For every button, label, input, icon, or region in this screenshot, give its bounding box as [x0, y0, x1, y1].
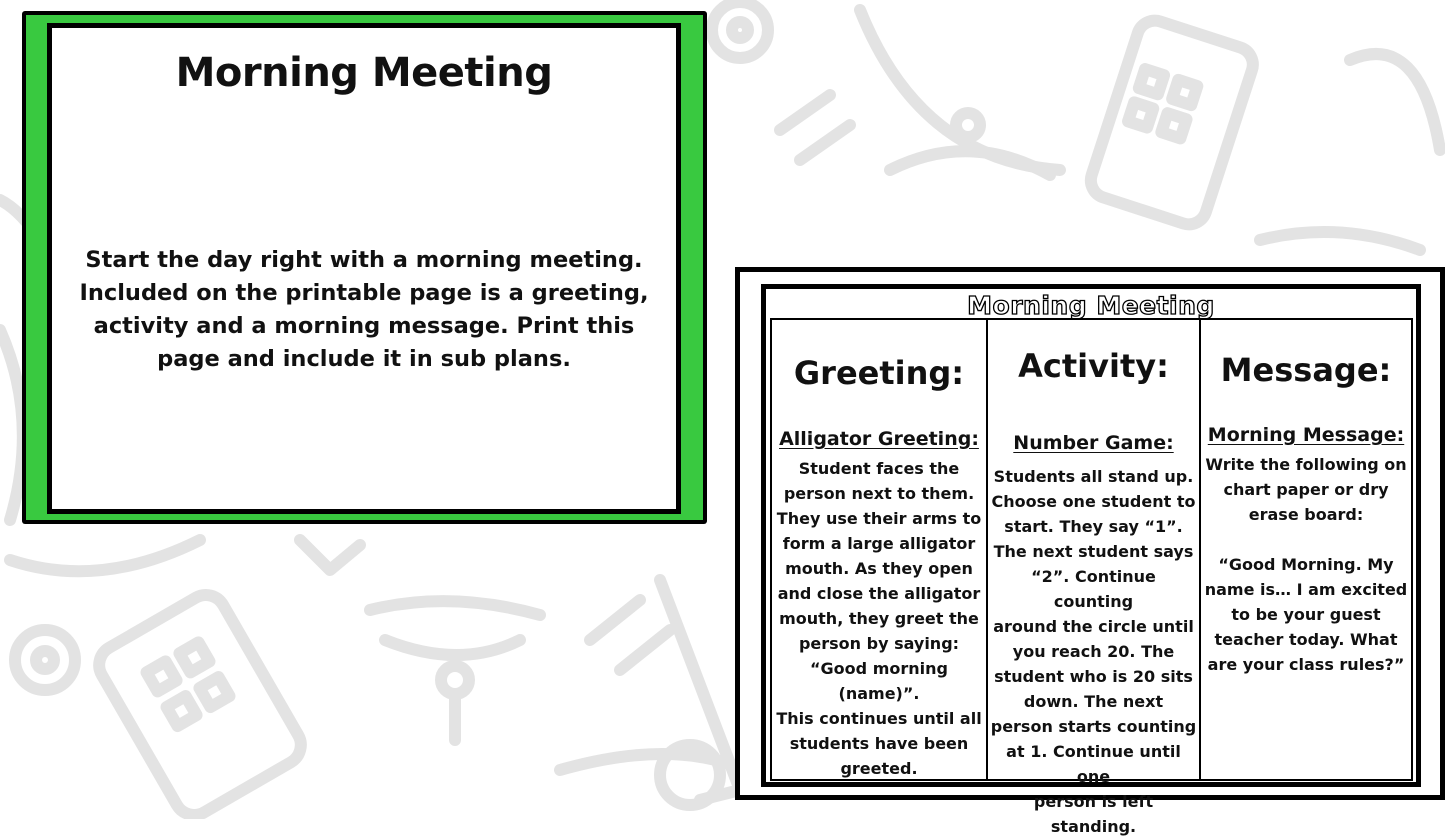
activity-heading: Activity:: [1018, 347, 1169, 385]
activity-subheading: Number Game:: [1013, 432, 1174, 454]
message-subheading: Morning Message:: [1207, 424, 1405, 446]
calculator-icon: [1086, 16, 1257, 229]
printable-sheet-preview: [735, 267, 1445, 836]
greeting-heading: Greeting:: [793, 354, 965, 392]
sheet-frame: [761, 284, 1421, 836]
greeting-subheading: Alligator Greeting:: [779, 428, 979, 450]
message-text: Write the following on chart paper or dry erase board: “Good Morning. My name is… I am excited to be your guest teacher today. What are your class rules?”: [1204, 455, 1408, 674]
info-card: [22, 11, 707, 524]
message-heading: Message:: [1220, 351, 1392, 389]
greeting-text: Student faces the person next to them. They use their arms to form a large alligator mouth. As they open and close the alligator mouth, they greet the person by saying: “Good morning (name)”. This continues until all students have been greeted.: [776, 459, 982, 778]
sheet-columns: [770, 318, 1413, 836]
sheet-title: Morning Meeting: [967, 291, 1215, 320]
calculator-icon: [92, 588, 308, 819]
message-column: [1199, 320, 1411, 779]
activity-column: [986, 320, 1199, 836]
greeting-column: [772, 320, 986, 779]
activity-text: Students all stand up. Choose one student to start. They say “1”. The next student says “2”. Continue counting around the circle until you reach 20. The student who is 20 sits down. The next person starts counting at 1. Continue until one person is left standing.: [990, 467, 1197, 836]
info-card-description: Start the day right with a morning meeting. Included on the printable page is a greeting, activity and a morning message. Print this page and include it in sub plans.: [79, 247, 649, 372]
info-card-content: [47, 23, 681, 514]
info-card-title: Morning Meeting: [175, 50, 553, 96]
